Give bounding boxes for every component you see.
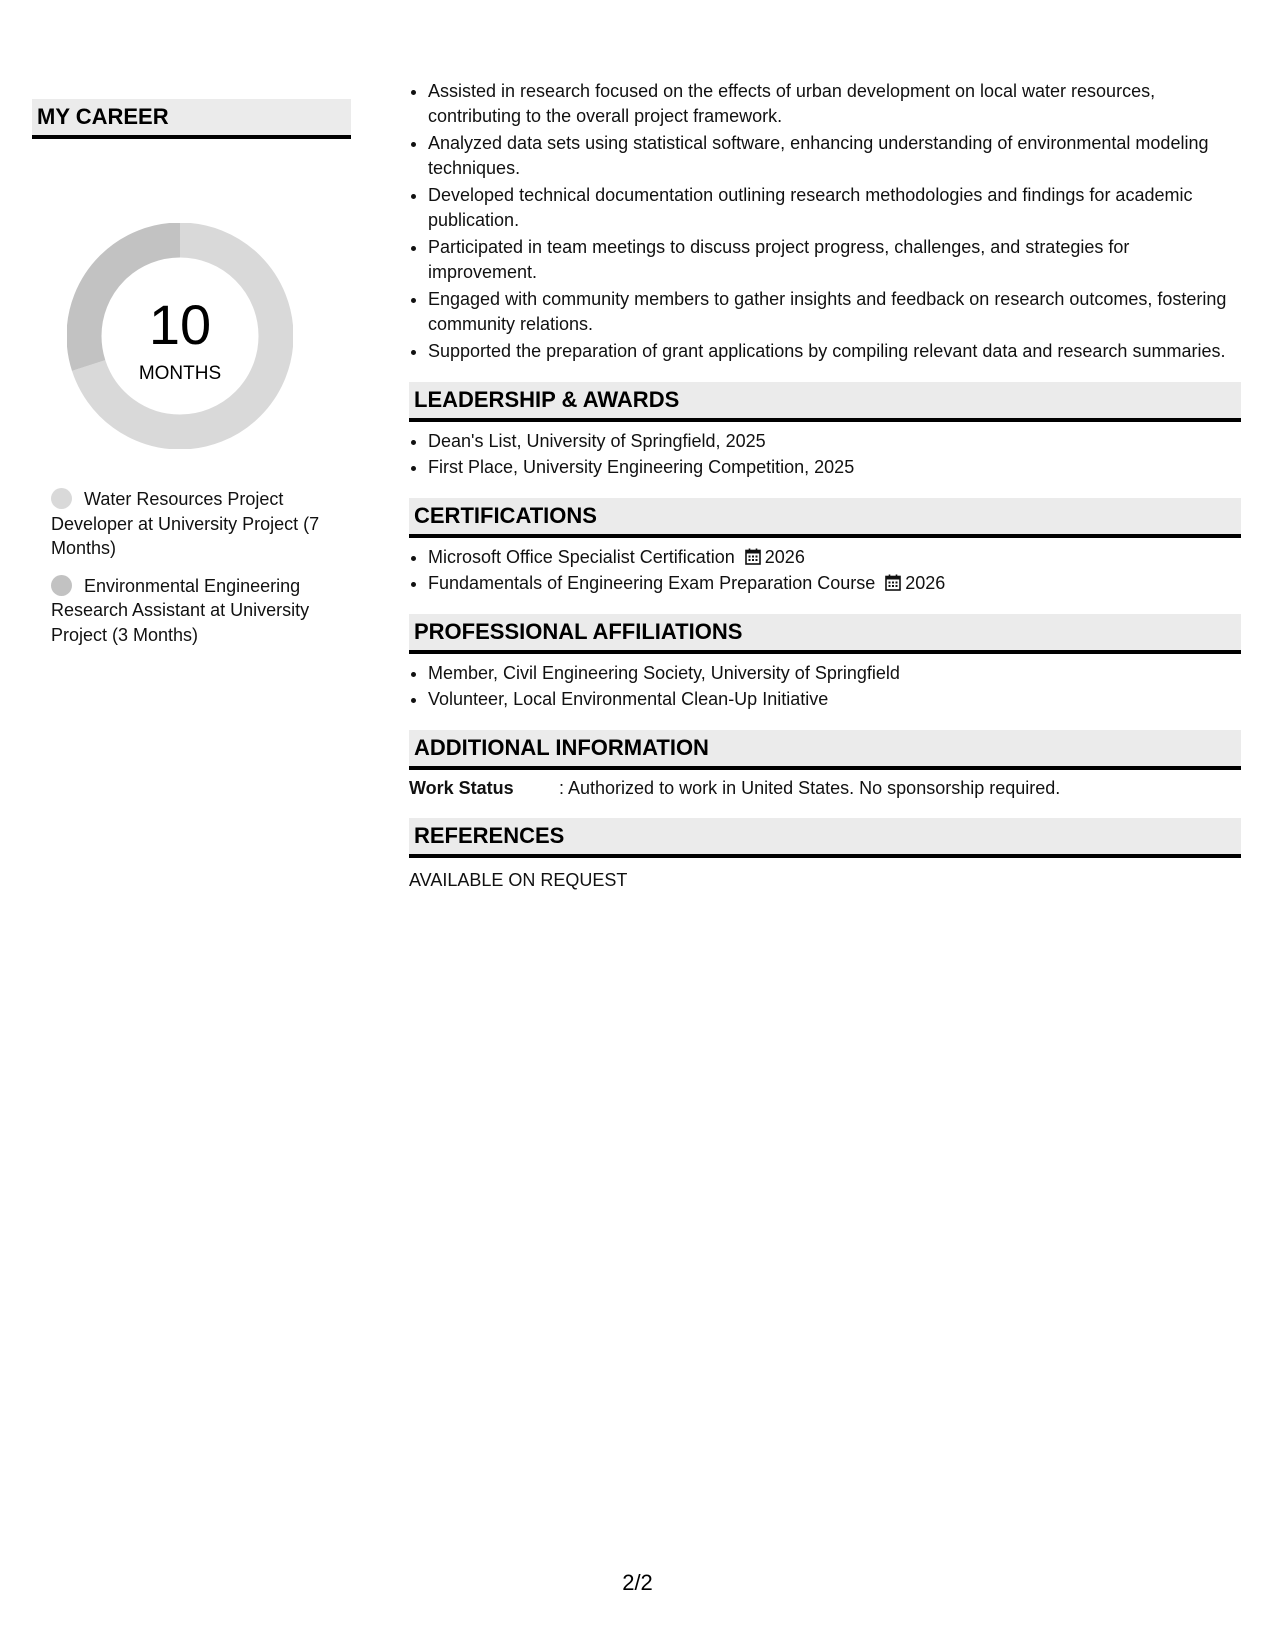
experience-bullet: • Developed technical documentation outlining research methodologies and findings for academic publication. bbox=[428, 183, 1241, 232]
legend-item bbox=[51, 487, 331, 561]
certification-year: 2026 bbox=[764, 546, 805, 567]
additional-heading: ADDITIONAL INFORMATION bbox=[409, 730, 1241, 770]
experience-bullet: • Participated in team meetings to discuss project progress, challenges, and strategies for improvement. bbox=[428, 235, 1241, 284]
career-legend bbox=[51, 487, 331, 647]
main-content bbox=[409, 79, 1241, 892]
experience-bullets bbox=[409, 79, 1241, 364]
legend-item bbox=[51, 574, 331, 648]
experience-bullet: • Supported the preparation of grant applications by compiling relevant data and research summaries. bbox=[428, 339, 1241, 364]
leadership-item: • Dean's List, University of Springfield, 2025 bbox=[428, 429, 1241, 454]
affiliations-heading: PROFESSIONAL AFFILIATIONS bbox=[409, 614, 1241, 654]
affiliation-item: • Member, Civil Engineering Society, University of Springfield bbox=[428, 661, 1241, 686]
legend-label: Water Resources Project Developer at University Project (7 Months) bbox=[51, 489, 320, 558]
leadership-section bbox=[409, 382, 1241, 480]
career-donut-chart bbox=[67, 223, 293, 449]
references-heading: REFERENCES bbox=[409, 818, 1241, 858]
work-status-label: Work Status bbox=[409, 777, 514, 798]
affiliations-section bbox=[409, 614, 1241, 712]
calendar-icon bbox=[885, 573, 901, 590]
references-section bbox=[409, 818, 1241, 892]
certification-year: 2026 bbox=[905, 573, 946, 593]
donut-total: 10 bbox=[148, 293, 212, 356]
sidebar bbox=[32, 99, 351, 660]
calendar-icon bbox=[745, 547, 761, 564]
leadership-heading: LEADERSHIP & AWARDS bbox=[409, 382, 1241, 422]
certification-item bbox=[428, 571, 1241, 596]
donut-center bbox=[67, 223, 293, 449]
leadership-list bbox=[409, 429, 1241, 480]
additional-section bbox=[409, 730, 1241, 800]
legend-dot bbox=[51, 575, 72, 596]
experience-bullet: • Engaged with community members to gather insights and feedback on research outcomes, fostering community relations. bbox=[428, 287, 1241, 336]
work-status-value: : Authorized to work in United States. No sponsorship required. bbox=[559, 777, 1061, 798]
donut-unit: MONTHS bbox=[138, 363, 222, 384]
work-status-row bbox=[409, 776, 1241, 800]
experience-bullet: • Analyzed data sets using statistical software, enhancing understanding of environmental modeling techniques. bbox=[428, 131, 1241, 180]
certification-item bbox=[428, 545, 1241, 570]
leadership-item: • First Place, University Engineering Competition, 2025 bbox=[428, 455, 1241, 480]
references-text: AVAILABLE ON REQUEST bbox=[409, 869, 628, 890]
legend-dot bbox=[51, 488, 72, 509]
legend-label: Environmental Engineering Research Assistant at University Project (3 Months) bbox=[51, 575, 310, 645]
page-number: 2/2 bbox=[622, 1570, 653, 1595]
certifications-section bbox=[409, 498, 1241, 596]
affiliations-list bbox=[409, 661, 1241, 712]
certification-name: Fundamentals of Engineering Exam Preparation Course bbox=[428, 573, 876, 593]
affiliation-item: • Volunteer, Local Environmental Clean-Up Initiative bbox=[428, 687, 1241, 712]
certifications-heading: CERTIFICATIONS bbox=[409, 498, 1241, 538]
career-heading: MY CAREER bbox=[32, 99, 351, 139]
certification-name: Microsoft Office Specialist Certification bbox=[428, 546, 735, 567]
experience-bullet: • Assisted in research focused on the effects of urban development on local water resources, contributing to the overall project framework. bbox=[428, 79, 1241, 128]
certifications-list bbox=[409, 545, 1241, 596]
